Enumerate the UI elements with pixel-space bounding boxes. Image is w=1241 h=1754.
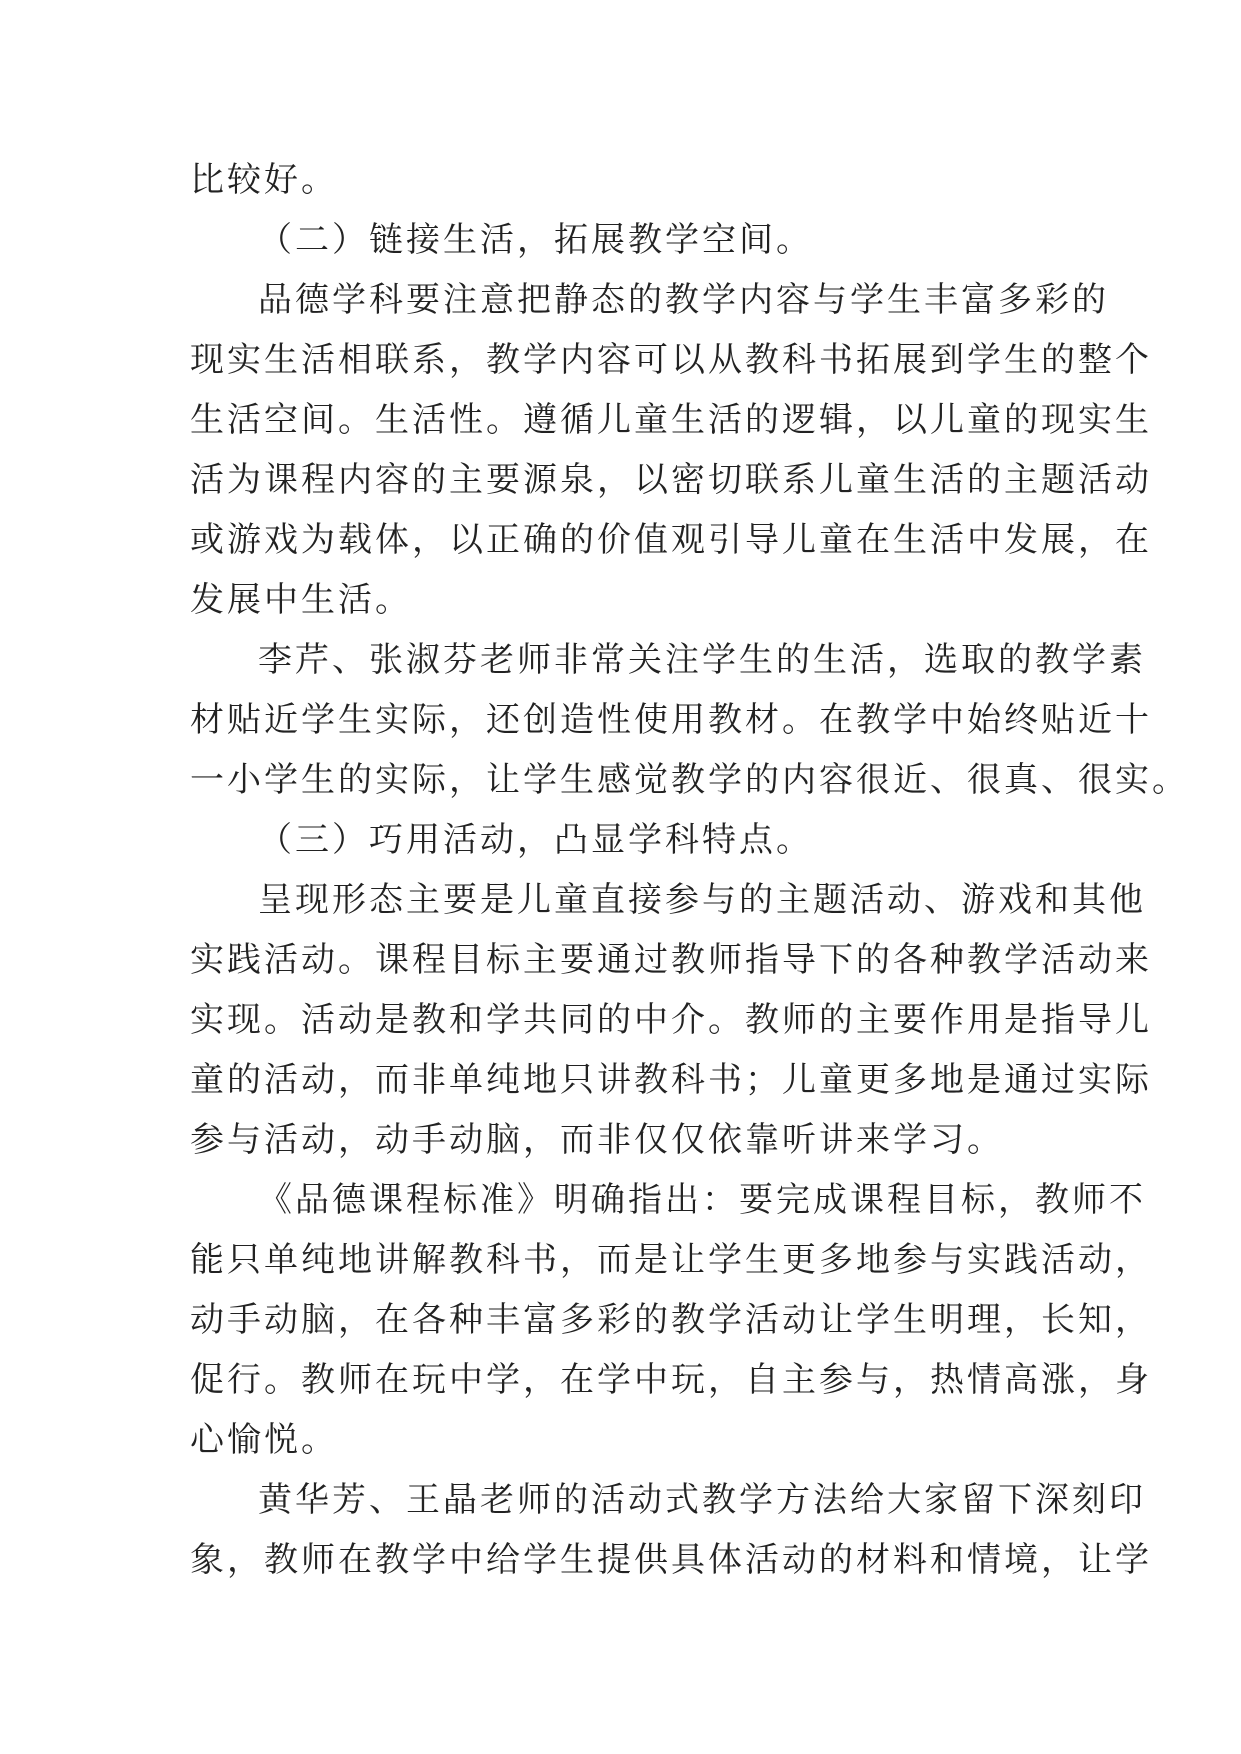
paragraph-line: 心愉悦。 (190, 1420, 338, 1460)
paragraph-line: 实现。活动是教和学共同的中介。教师的主要作用是指导儿 (190, 1000, 1152, 1040)
paragraph-line: 童的活动，而非单纯地只讲教科书；儿童更多地是通过实际 (190, 1060, 1152, 1100)
paragraph-line: 比较好。 (190, 160, 338, 200)
paragraph-line: 促行。教师在玩中学，在学中玩，自主参与，热情高涨，身 (190, 1360, 1152, 1400)
paragraph-line: 或游戏为载体，以正确的价值观引导儿童在生活中发展，在 (190, 520, 1152, 560)
paragraph-line: 材贴近学生实际，还创造性使用教材。在教学中始终贴近十 (190, 700, 1152, 740)
paragraph-line: 能只单纯地讲解教科书，而是让学生更多地参与实践活动， (190, 1240, 1152, 1280)
paragraph-line: 活为课程内容的主要源泉，以密切联系儿童生活的主题活动 (190, 460, 1152, 500)
section-heading-2: （二）链接生活，拓展教学空间。 (258, 220, 813, 260)
paragraph-line: 动手动脑，在各种丰富多彩的教学活动让学生明理，长知， (190, 1300, 1152, 1340)
paragraph-line: 实践活动。课程目标主要通过教师指导下的各种教学活动来 (190, 940, 1152, 980)
paragraph-line: 呈现形态主要是儿童直接参与的主题活动、游戏和其他 (258, 880, 1146, 920)
paragraph-line: 一小学生的实际，让学生感觉教学的内容很近、很真、很实。 (190, 760, 1189, 800)
paragraph-line: 李芹、张淑芬老师非常关注学生的生活，选取的教学素 (258, 640, 1146, 680)
paragraph-line: 现实生活相联系，教学内容可以从教科书拓展到学生的整个 (190, 340, 1152, 380)
paragraph-line: 品德学科要注意把静态的教学内容与学生丰富多彩的 (258, 280, 1109, 320)
paragraph-line: 参与活动，动手动脑，而非仅仅依靠听讲来学习。 (190, 1120, 1004, 1160)
paragraph-line: 《品德课程标准》明确指出：要完成课程目标，教师不 (258, 1180, 1146, 1220)
paragraph-line: 生活空间。生活性。遵循儿童生活的逻辑，以儿童的现实生 (190, 400, 1152, 440)
section-heading-3: （三）巧用活动，凸显学科特点。 (258, 820, 813, 860)
paragraph-line: 发展中生活。 (190, 580, 412, 620)
paragraph-line: 象，教师在教学中给学生提供具体活动的材料和情境，让学 (190, 1540, 1152, 1580)
paragraph-line: 黄华芳、王晶老师的活动式教学方法给大家留下深刻印 (258, 1480, 1146, 1520)
document-body (190, 150, 1189, 1590)
